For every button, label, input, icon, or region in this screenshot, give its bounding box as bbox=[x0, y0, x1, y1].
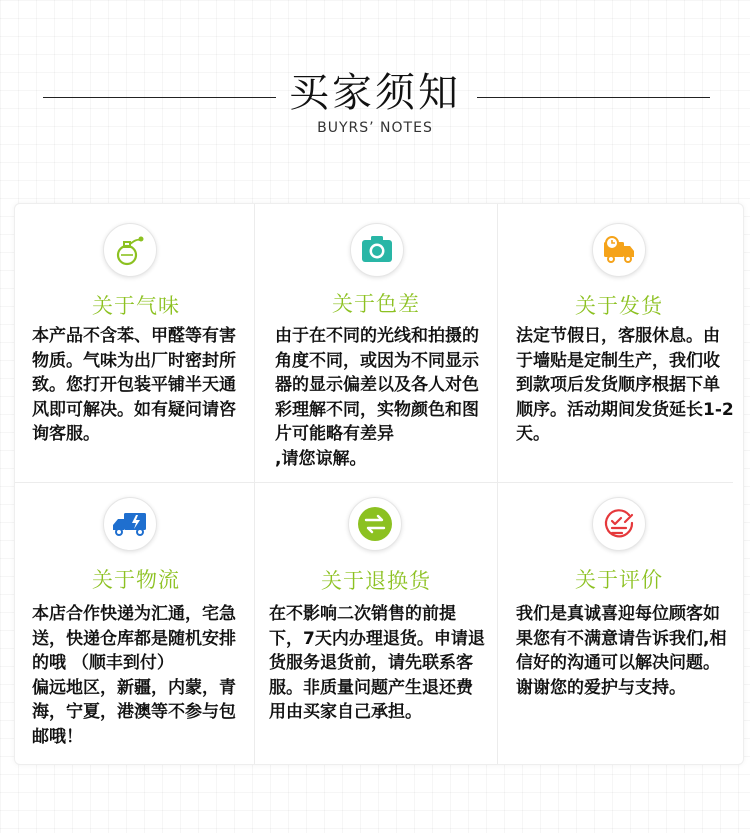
notes-card bbox=[14, 203, 744, 765]
section-shipping bbox=[498, 204, 740, 482]
section-body: 由于在不同的光线和拍摄的角度不同，或因为不同显示器的显示偏差以及各人对色彩理解不同，实物颜色和图片可能略有差异 ,请您谅解。 bbox=[275, 326, 479, 469]
section-logistics bbox=[15, 483, 257, 761]
express-truck-icon bbox=[103, 497, 157, 551]
section-body: 我们是真诚喜迎每位顾客如果您有不满意请告诉我们,相信好的沟通可以解决问题。谢谢您的爱护与支持。 bbox=[516, 604, 727, 698]
section-title: 关于色差 bbox=[332, 292, 420, 316]
page-subtitle: BUYRS’ NOTES bbox=[317, 120, 433, 136]
header bbox=[0, 60, 750, 150]
section-body: 法定节假日，客服休息。由于墙贴是定制生产，我们收到款项后发货顺序根据下单顺序。活动期间发货延长1-2天。 bbox=[516, 326, 734, 444]
section-body: 本店合作快递为汇通，宅急送，快递仓库都是随机安排的哦 （顺丰到付） 偏远地区，新疆，内蒙，青海，宁夏，港澳等不参与包邮哦！ bbox=[32, 604, 236, 747]
section-title: 关于退换货 bbox=[321, 569, 431, 593]
perfume-bottle-icon bbox=[103, 223, 157, 277]
section-title: 关于物流 bbox=[92, 568, 180, 592]
exchange-icon bbox=[348, 497, 402, 551]
review-checklist-icon bbox=[592, 497, 646, 551]
delivery-truck-clock-icon bbox=[592, 223, 646, 277]
section-title: 关于气味 bbox=[92, 294, 180, 318]
section-title: 关于评价 bbox=[575, 568, 663, 592]
section-returns bbox=[255, 483, 497, 761]
section-reviews bbox=[498, 483, 740, 761]
section-body: 本产品不含苯、甲醛等有害物质。气味为出厂时密封所致。您打开包装平铺半天通风即可解决。如有疑问请咨询客服。 bbox=[32, 326, 236, 444]
section-color bbox=[255, 204, 497, 482]
camera-icon bbox=[350, 223, 404, 277]
section-smell bbox=[15, 204, 257, 482]
page-title: 买家须知 bbox=[289, 70, 461, 116]
section-body: 在不影响二次销售的前提下，7天内办理退货。申请退货服务退货前，请先联系客服。非质量问题产生退还费用由买家自己承担。 bbox=[269, 604, 485, 722]
section-title: 关于发货 bbox=[575, 294, 663, 318]
